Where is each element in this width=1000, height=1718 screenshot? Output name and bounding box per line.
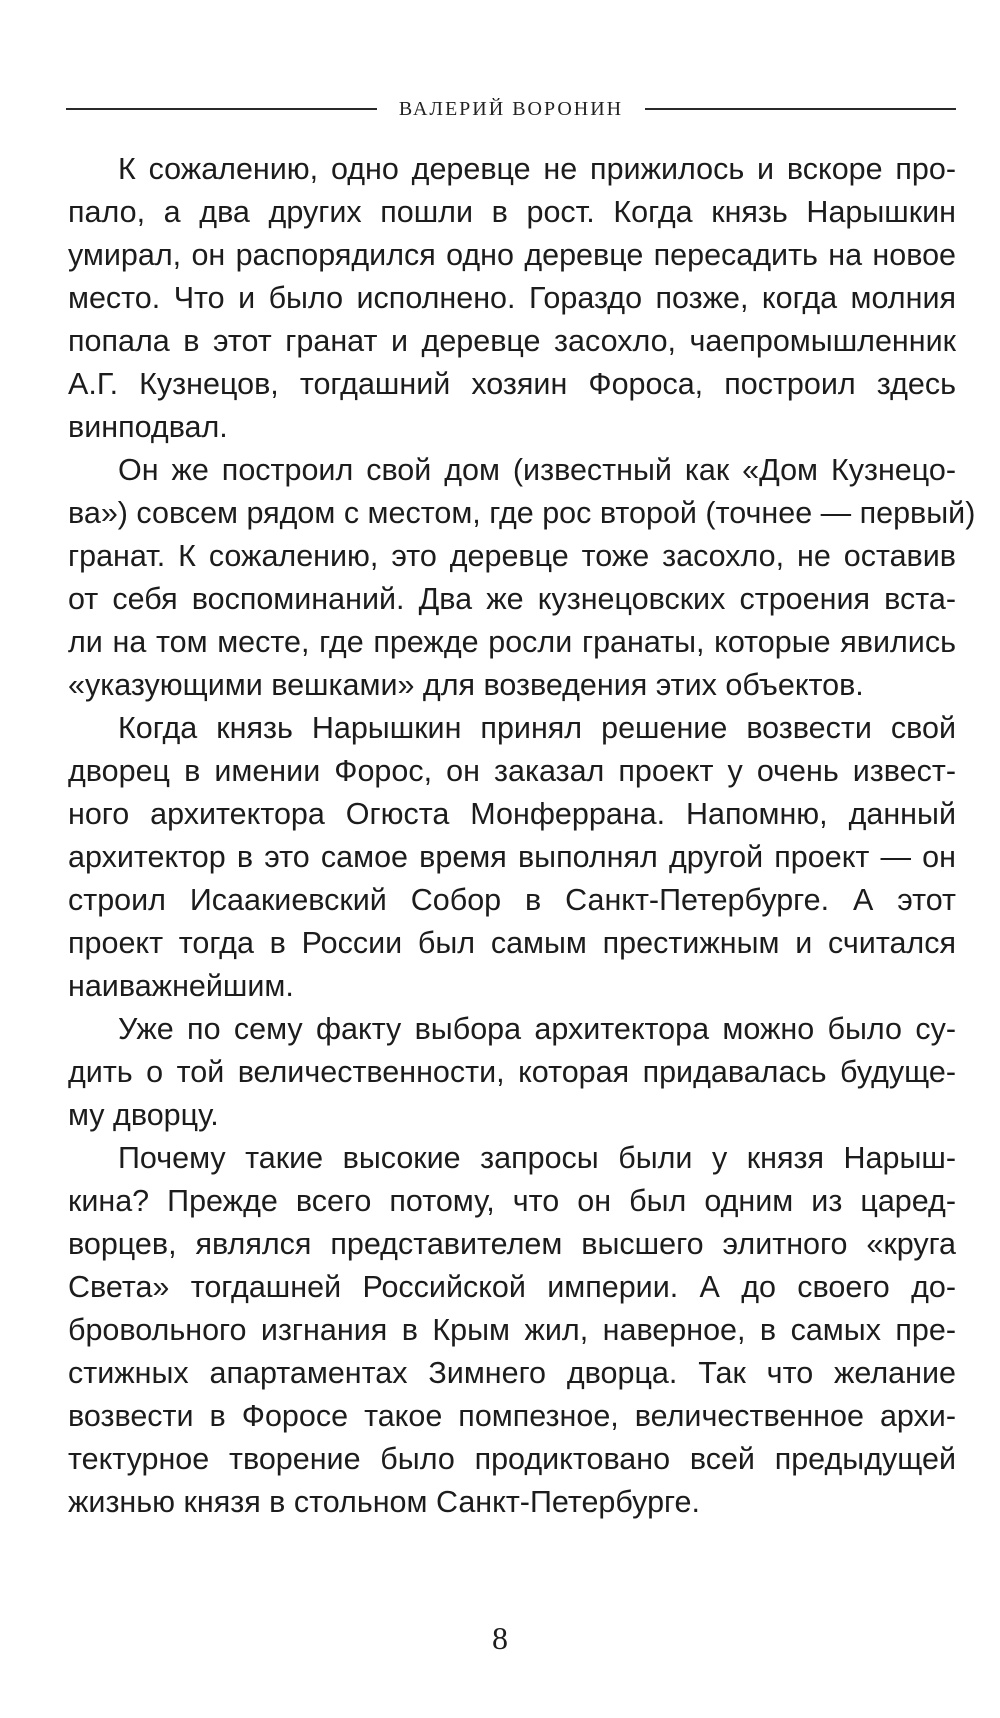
text-line: бровольного изгнания в Крым жил, наверное, в самых пре- <box>68 1313 956 1347</box>
text-line: ворцев, являлся представителем высшего элитного «круга <box>68 1227 956 1261</box>
text-line: Почему такие высокие запросы были у князя Нарыш- <box>118 1141 956 1175</box>
page-number: 8 <box>492 1620 508 1656</box>
paragraph <box>68 1008 956 1137</box>
text-line: пало, а два других пошли в рост. Когда князь Нарышкин <box>68 195 956 229</box>
text-line: возвести в Форосе такое помпезное, величественное архи- <box>68 1399 956 1433</box>
text-line: проект тогда в России был самым престижным и считался <box>68 926 956 960</box>
author-name: ВАЛЕРИЙ ВОРОНИН <box>398 97 624 120</box>
text-line: Уже по сему факту выбора архитектора можно было су- <box>118 1012 956 1046</box>
text-line: умирал, он распорядился одно деревце пересадить на новое <box>68 238 956 272</box>
text-line: гранат. К сожалению, это деревце тоже засохло, не оставив <box>68 539 956 573</box>
header-rule-left <box>66 108 377 110</box>
paragraph <box>68 1137 956 1524</box>
paragraph <box>68 148 956 449</box>
text-line: ва») совсем рядом с местом, где рос второй (точнее — первый) <box>68 496 976 530</box>
text-line: архитектор в это самое время выполнял другой проект — он <box>68 840 956 874</box>
text-line: попала в этот гранат и деревце засохло, чаепромышленник <box>68 324 956 358</box>
text-line: Он же построил свой дом (известный как «Дом Кузнецо- <box>118 453 956 487</box>
text-line: винподвал. <box>68 410 228 444</box>
text-line: наиважнейшим. <box>68 969 294 1003</box>
text-line: Когда князь Нарышкин принял решение возвести свой <box>118 711 956 745</box>
text-line: от себя воспоминаний. Два же кузнецовских строения вста- <box>68 582 956 616</box>
running-header <box>66 92 956 126</box>
body-text <box>68 148 976 1524</box>
text-line: кина? Прежде всего потому, что он был одним из царед- <box>68 1184 956 1218</box>
text-line: жизнью князя в стольном Санкт-Петербурге. <box>68 1485 700 1519</box>
text-line: Света» тогдашней Российской империи. А до своего до- <box>68 1270 956 1304</box>
text-line: ного архитектора Огюста Монферрана. Напомню, данный <box>68 797 956 831</box>
text-line: му дворцу. <box>68 1098 219 1132</box>
text-line: дворец в имении Форос, он заказал проект у очень извест- <box>68 754 956 788</box>
text-line: тектурное творение было продиктовано всей предыдущей <box>68 1442 956 1476</box>
text-line: место. Что и было исполнено. Гораздо позже, когда молния <box>68 281 956 315</box>
paragraph <box>68 707 956 1008</box>
text-line: «указующими вешками» для возведения этих объектов. <box>68 668 864 702</box>
paragraph <box>68 449 976 707</box>
text-line: стижных апартаментах Зимнего дворца. Так что желание <box>68 1356 956 1390</box>
text-line: строил Исаакиевский Собор в Санкт-Петербурге. А этот <box>68 883 956 917</box>
text-line: ли на том месте, где прежде росли гранаты, которые явились <box>68 625 956 659</box>
text-line: К сожалению, одно деревце не прижилось и вскоре про- <box>118 152 956 186</box>
text-line: А.Г. Кузнецов, тогдашний хозяин Фороса, построил здесь <box>68 367 956 401</box>
header-rule-right <box>645 108 956 110</box>
text-line: дить о той величественности, которая придавалась будуще- <box>68 1055 956 1089</box>
